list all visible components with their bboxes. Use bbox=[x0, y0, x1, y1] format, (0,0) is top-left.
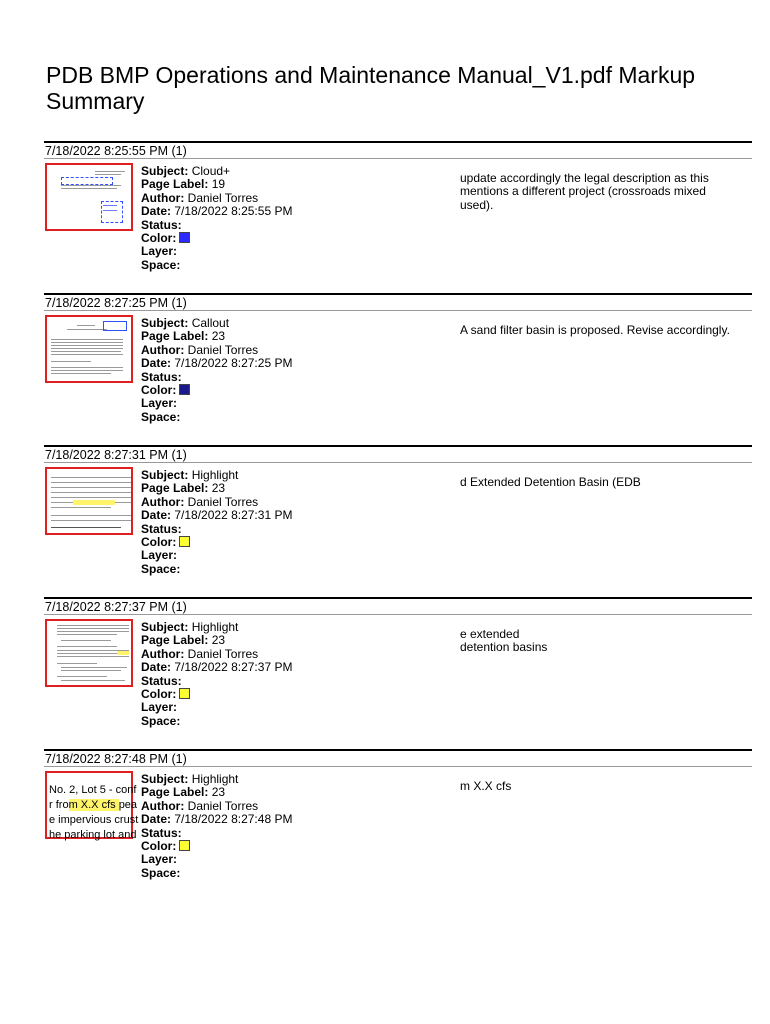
comment-text: update accordingly the legal description as this mentions a different project (crossroads mixed used). bbox=[460, 171, 709, 212]
thumb-text-line: No. 2, Lot 5 - conf bbox=[49, 784, 137, 796]
page-label-value: 19 bbox=[211, 177, 226, 192]
color-swatch bbox=[179, 840, 190, 851]
entry-properties: Subject: Highlight Page Label: 23 Author: Daniel Torres Date: 7/18/2022 8:27:37 PM Status: Color: Layer: Space: bbox=[141, 620, 293, 728]
comment-text: m X.X cfs bbox=[460, 779, 512, 793]
highlighted-text: m X.X cfs bbox=[68, 799, 119, 811]
subject-value: Highlight bbox=[191, 620, 239, 634]
comment-text: e extended detention basins bbox=[460, 627, 548, 655]
markup-entry bbox=[44, 749, 752, 880]
color-swatch bbox=[179, 232, 190, 243]
entry-header: 7/18/2022 8:27:48 PM (1) bbox=[44, 749, 752, 767]
color-swatch bbox=[179, 688, 190, 699]
author-value: Daniel Torres bbox=[187, 646, 259, 661]
divider bbox=[44, 310, 752, 311]
color-swatch bbox=[179, 536, 190, 547]
markup-thumbnail[interactable] bbox=[45, 619, 133, 687]
markup-entry bbox=[44, 445, 752, 576]
divider bbox=[44, 462, 752, 463]
divider bbox=[44, 158, 752, 159]
color-swatch bbox=[179, 384, 190, 395]
date-value: 7/18/2022 8:27:25 PM bbox=[174, 356, 293, 371]
markup-thumbnail[interactable] bbox=[45, 771, 139, 841]
thumb-text-line: r from X.X cfs pea bbox=[49, 799, 138, 811]
author-value: Daniel Torres bbox=[187, 190, 259, 205]
date-value: 7/18/2022 8:25:55 PM bbox=[174, 204, 293, 219]
entry-header: 7/18/2022 8:25:55 PM (1) bbox=[44, 141, 752, 159]
subject-value: Callout bbox=[191, 316, 230, 330]
date-value: 7/18/2022 8:27:31 PM bbox=[174, 508, 293, 523]
subject-value: Cloud+ bbox=[191, 164, 231, 178]
page-title: PDB BMP Operations and Maintenance Manual_V1.pdf Markup Summary bbox=[46, 62, 696, 114]
comment-text: d Extended Detention Basin (EDB bbox=[460, 475, 641, 489]
author-value: Daniel Torres bbox=[187, 798, 259, 813]
entry-header: 7/18/2022 8:27:37 PM (1) bbox=[44, 597, 752, 615]
author-value: Daniel Torres bbox=[187, 494, 259, 509]
subject-value: Highlight bbox=[191, 468, 239, 482]
page-label-value: 23 bbox=[211, 481, 226, 496]
entry-properties: Subject: Highlight Page Label: 23 Author: Daniel Torres Date: 7/18/2022 8:27:31 PM Status: Color: Layer: Space: bbox=[141, 468, 293, 576]
author-value: Daniel Torres bbox=[187, 342, 259, 357]
page-label-value: 23 bbox=[211, 633, 226, 648]
entry-properties: Subject: Highlight Page Label: 23 Author: Daniel Torres Date: 7/18/2022 8:27:48 PM Status: Color: Layer: Space: bbox=[141, 772, 293, 880]
markup-thumbnail[interactable] bbox=[45, 467, 133, 535]
entry-header: 7/18/2022 8:27:31 PM (1) bbox=[44, 445, 752, 463]
subject-value: Highlight bbox=[191, 772, 239, 786]
page-label-value: 23 bbox=[211, 785, 226, 800]
markup-thumbnail[interactable] bbox=[45, 163, 133, 231]
markup-entry bbox=[44, 141, 752, 272]
date-value: 7/18/2022 8:27:48 PM bbox=[174, 812, 293, 827]
markup-thumbnail[interactable] bbox=[45, 315, 133, 383]
markup-entry bbox=[44, 597, 752, 728]
divider bbox=[44, 614, 752, 615]
divider bbox=[44, 766, 752, 767]
entry-properties: Subject: Cloud+ Page Label: 19 Author: Daniel Torres Date: 7/18/2022 8:25:55 PM Status: Color: Layer: Space: bbox=[141, 164, 293, 272]
markup-entry bbox=[44, 293, 752, 424]
entry-header: 7/18/2022 8:27:25 PM (1) bbox=[44, 293, 752, 311]
thumb-text-line: e impervious crust bbox=[49, 814, 139, 826]
thumb-text-line: he parking lot and bbox=[49, 829, 137, 841]
date-value: 7/18/2022 8:27:37 PM bbox=[174, 660, 293, 675]
page-label-value: 23 bbox=[211, 329, 226, 344]
comment-text: A sand filter basin is proposed. Revise accordingly. bbox=[460, 323, 730, 337]
entry-properties: Subject: Callout Page Label: 23 Author: Daniel Torres Date: 7/18/2022 8:27:25 PM Status: Color: Layer: Space: bbox=[141, 316, 293, 424]
